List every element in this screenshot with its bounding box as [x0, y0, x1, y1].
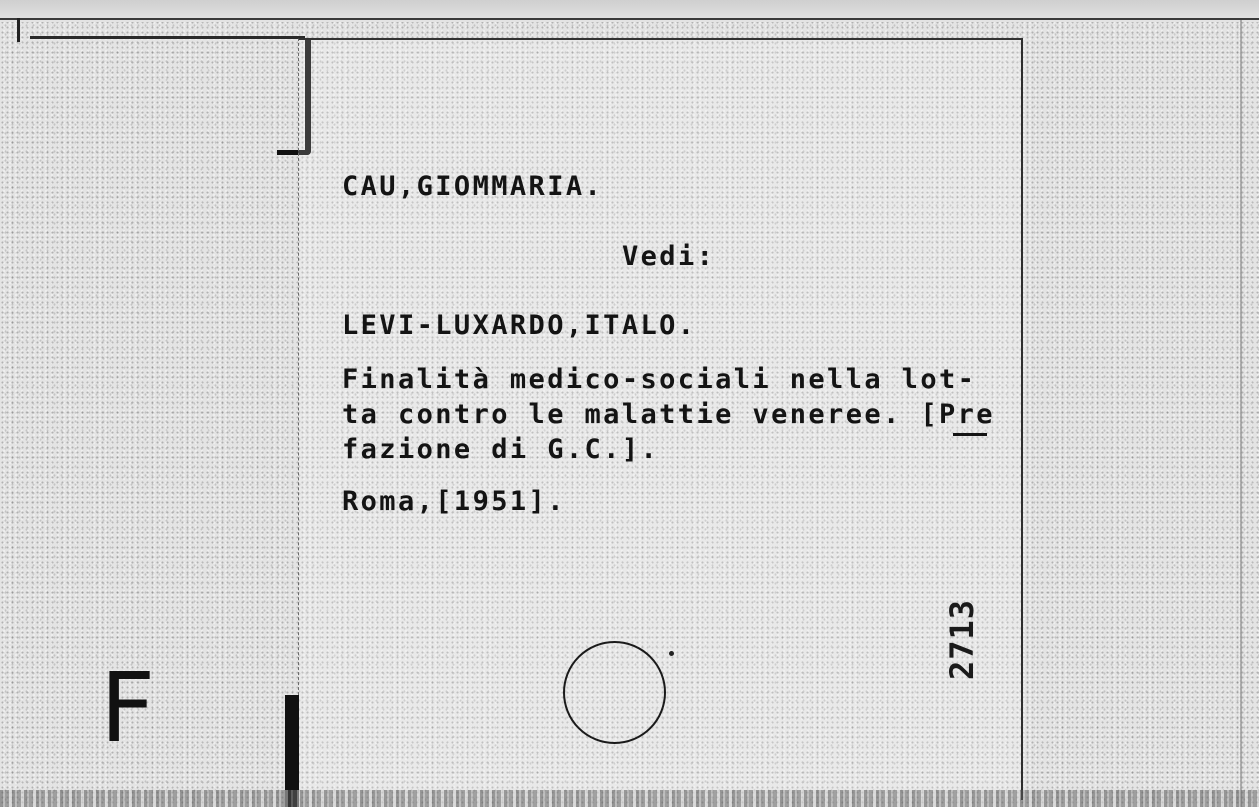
card-heading: CAU,GIOMMARIA.: [342, 171, 604, 202]
card-number: 2713: [943, 598, 981, 680]
see-reference-label: Vedi:: [622, 241, 716, 272]
card-top-rule: [30, 36, 305, 39]
card-punch-hole: [563, 641, 666, 744]
drawer-letter: F: [100, 652, 156, 764]
edge-tick-mark: [17, 18, 20, 42]
imprint-line: Roma,[1951].: [342, 486, 566, 517]
pre-underline-mark: [953, 433, 987, 436]
scan-bottom-edge: [0, 790, 1259, 807]
author-entry: LEVI-LUXARDO,ITALO.: [342, 310, 697, 341]
scan-right-edge: [1240, 20, 1242, 807]
scan-top-line: [0, 18, 1259, 20]
punch-dot-mark: [669, 651, 674, 656]
title-line-1: Finalità medico-sociali nella lot-: [342, 364, 977, 395]
title-line-3: fazione di G.C.].: [342, 434, 660, 465]
title-line-2: ta contro le malattie veneree. [Pre: [342, 399, 995, 430]
